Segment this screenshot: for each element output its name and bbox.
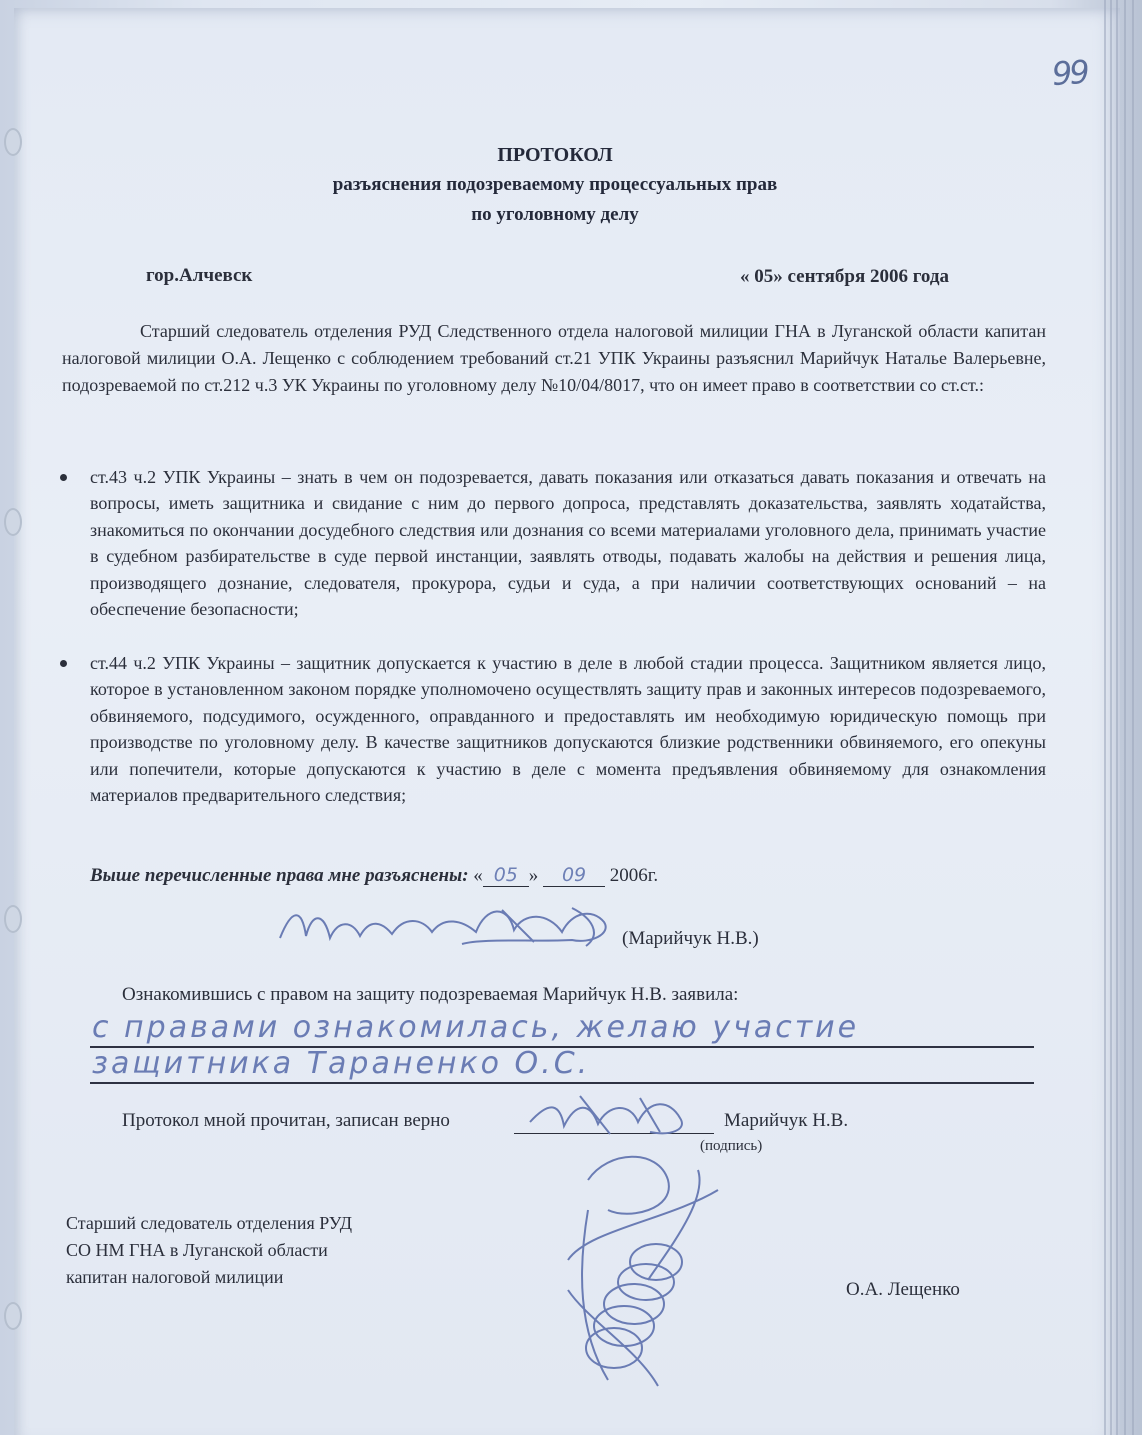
binding-hole: [4, 508, 22, 536]
document-subtitle: разъяснения подозреваемому процессуальных прав: [332, 174, 778, 195]
document-date: « 05» сентября 2006 года: [740, 266, 949, 287]
document-place: гор.Алчевск: [146, 265, 253, 286]
protocol-read-text: Протокол мной прочитан, записан верно: [122, 1110, 450, 1131]
signature-caption: (подпись): [700, 1138, 763, 1154]
rights-item: ст.43 ч.2 УПК Украины – знать в чем он подозревается, давать показания или отказаться давать показания и отвечать на вопросы, иметь защитника и свидание с ним до первого допроса, представлять доказательства, заявлять ходатайства, знакомиться по окончании досудебного следствия или дознания со всеми материалами уголовного дела, принимать участие в судебном разбирательстве в суде первой инстанции, заявлять отводы, подавать жалобы на действия и решения лица, производящего дознание, следователя, прокурора, судьи и суда, а при наличии соответствующих оснований – на обеспечение безопасности;: [90, 467, 1046, 620]
suspect-name: (Марийчук Н.В.): [622, 928, 759, 949]
acknowledgement-line: [90, 864, 658, 887]
statement-intro: Ознакомившись с правом на защиту подозреваемая Марийчук Н.В. заявила:: [122, 984, 739, 1005]
handwritten-statement: защитника Тараненко О.С.: [92, 1046, 591, 1081]
page-edge: [1132, 0, 1134, 1435]
intro-paragraph: Старший следователь отделения РУД Следственного отдела налоговой милиции ГНА в Луганской области капитан налоговой милиции О.А. Лещенко с соблюдением требований ст.21 УПК Украины разъяснил Марийчук Наталье Валерьевне, подозреваемой по ст.212 ч.3 УК Украины по уголовному делу №10/04/8017, что он имеет право в соответствии со ст.ст.:: [62, 321, 1046, 395]
protocol-read-name: Марийчук Н.В.: [724, 1110, 849, 1131]
suspect-signature: [272, 898, 632, 958]
page-edge: [1124, 0, 1126, 1435]
rights-item: ст.44 ч.2 УПК Украины – защитник допускается к участию в деле в любой стадии процесса. Защитником является лицо, которое в установленном законом порядке уполномочено осуществлять защиту прав и законных интересов подозреваемого, обвиняемого, подсудимого, осужденного, оправданного и предоставлять им необходимую юридическую помощь при производстве по уголовному делу. В качестве защитников допускаются близкие родственники обвиняемого, его опекуны или попечители, которые допускаются к участию в деле с момента предъявления обвиняемому для ознакомления материалов предварительного следствия;: [90, 653, 1046, 806]
page-edge: [1116, 0, 1118, 1435]
document-title: ПРОТОКОЛ: [497, 144, 613, 166]
handwritten-statement: с правами ознакомилась, желаю участие: [92, 1010, 860, 1045]
suspect-signature: [520, 1092, 710, 1138]
investigator-position-line: капитан налоговой милиции: [66, 1267, 284, 1287]
close-quote: »: [528, 865, 539, 886]
investigator-position: [66, 1210, 352, 1291]
page-edge: [1110, 0, 1112, 1435]
investigator-name: О.А. Лещенко: [846, 1279, 960, 1300]
handwritten-day: 05: [483, 864, 529, 887]
binding-hole: [4, 905, 22, 933]
acknowledgement-year: 2006г.: [609, 865, 659, 886]
page-number: 99: [1050, 52, 1089, 94]
acknowledgement-label: Выше перечисленные права мне разъяснены:: [90, 865, 469, 886]
binding-hole: [4, 1302, 22, 1330]
document-subtitle: по уголовному делу: [471, 204, 639, 225]
investigator-signature: [548, 1150, 748, 1390]
investigator-position-line: Старший следователь отделения РУД: [66, 1213, 353, 1233]
bullet-icon: [60, 474, 67, 481]
investigator-position-line: СО НМ ГНА в Луганской области: [66, 1240, 328, 1260]
handwritten-month: 09: [543, 864, 605, 887]
bullet-icon: [60, 660, 67, 667]
open-quote: «: [473, 865, 483, 886]
